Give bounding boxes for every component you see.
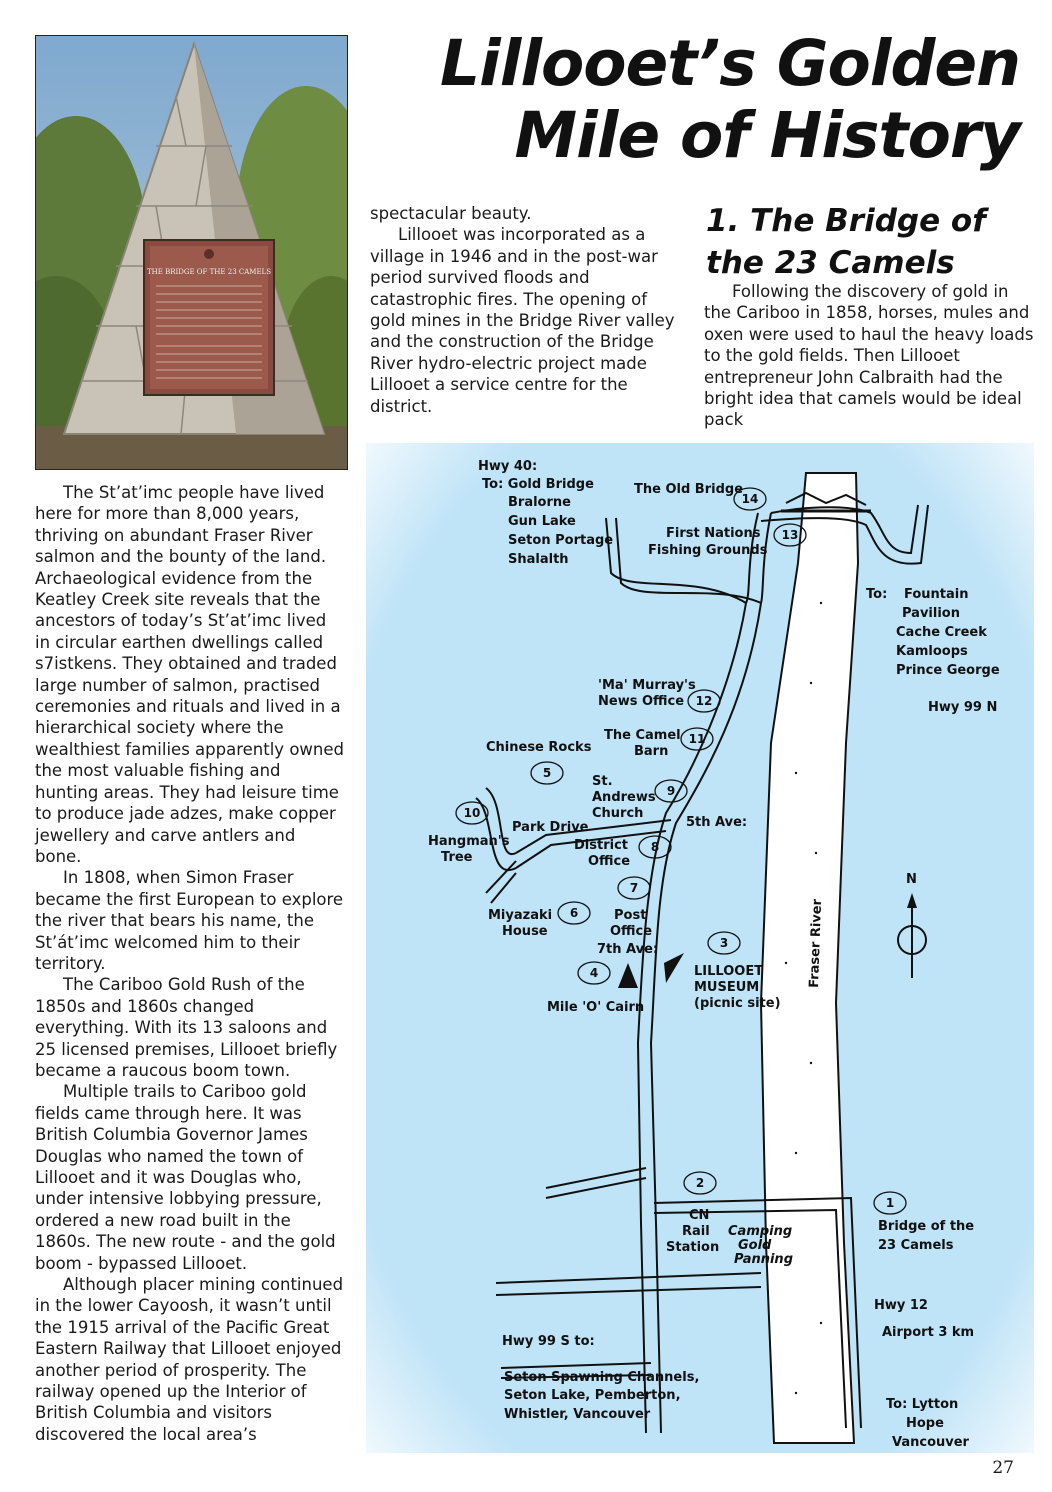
site-14: 14 — [741, 492, 759, 506]
hwy40-label: Hwy 40: — [478, 459, 538, 474]
cairn-illustration — [36, 36, 347, 469]
left-paragraph-3: The Cariboo Gold Rush of the 1850s and 1860s changed everything. With its 13 saloons and 25 licensed premises, Lillooet briefly became a raucous boom town. — [35, 975, 338, 1080]
site-4: 4 — [589, 966, 599, 980]
section-heading-line-1: 1. The Bridge of — [706, 203, 986, 239]
bridge-23-label-2: 23 Camels — [878, 1238, 954, 1253]
first-nations-label-2: Fishing Grounds — [648, 543, 768, 558]
cn-rail-label-3: Station — [666, 1240, 720, 1255]
south-dest-1: Seton Spawning Channels, — [504, 1370, 700, 1385]
camel-barn-label-1: The Camel — [604, 728, 681, 743]
north-dest-1: Fountain — [904, 587, 969, 602]
site-3: 3 — [719, 936, 729, 950]
south-dest-2: Seton Lake, Pemberton, — [504, 1388, 681, 1403]
section-heading — [706, 200, 1036, 284]
camping-label-1: Camping — [728, 1224, 793, 1239]
hwy40-dest-1: To: Gold Bridge — [482, 477, 594, 492]
camping-label-3: Panning — [734, 1252, 793, 1267]
map-svg — [366, 443, 1034, 1453]
south-dest-3: Whistler, Vancouver — [504, 1407, 651, 1422]
hwy40-dest-4: Seton Portage — [508, 533, 614, 548]
miyazaki-label-2: House — [502, 924, 548, 939]
lytton-label-1: To: Lytton — [886, 1397, 959, 1412]
ma-murray-label-2: News Office — [598, 694, 685, 709]
cairn-photo — [35, 35, 348, 470]
title-line-2: Mile of History — [514, 99, 1020, 172]
airport-label: Airport 3 km — [882, 1325, 975, 1340]
north-dest-4: Kamloops — [896, 644, 968, 659]
left-paragraph-5: Although placer mining continued in the lower Cayoosh, it wasn’t until the 1915 arrival of the Pacific Great Eastern Railway that Lillooet enjoyed another period of prosperity. The railway opened up the Interior of British Columbia and visitors discovered the local area’s — [35, 1275, 344, 1444]
chinese-rocks-label: Chinese Rocks — [486, 740, 592, 755]
left-paragraph-2: In 1808, when Simon Fraser became the first European to explore the river that bears his name, the St’át’imc welcomed him to their territory. — [35, 868, 344, 973]
left-column — [35, 482, 345, 1445]
lytton-label-2: Hope — [906, 1416, 944, 1431]
mid-paragraph-2: Lillooet was incorporated as a village in 1946 and in the post-war period survived floods and catastrophic fires. The opening of gold mines in the Bridge River valley and the construction of the Bridge River hydro-electric project made Lillooet a service centre for the district. — [370, 225, 675, 416]
site-13: 13 — [781, 528, 799, 542]
museum-label-2: MUSEUM — [694, 980, 760, 995]
site-5: 5 — [542, 766, 552, 780]
park-drive-label: Park Drive — [512, 820, 589, 835]
cairn-label: Mile 'O' Cairn — [547, 1000, 645, 1015]
hangmans-tree-label-1: Hangman's — [428, 834, 510, 849]
fifth-ave-label: 5th Ave: — [686, 815, 748, 830]
page-title — [380, 28, 1020, 172]
museum-label-1: LILLOOET — [694, 964, 764, 979]
st-andrews-label-2: Andrews — [592, 790, 656, 805]
north-dest-3: Cache Creek — [896, 625, 987, 640]
site-12: 12 — [695, 694, 713, 708]
first-nations-label-1: First Nations — [666, 526, 761, 541]
site-9: 9 — [666, 784, 676, 798]
hwy99n-label: Hwy 99 N — [928, 700, 998, 715]
hwy40-dest-2: Bralorne — [508, 495, 571, 510]
north-label: N — [906, 872, 917, 887]
north-dest-to: To: — [866, 587, 888, 602]
district-office-label-2: Office — [588, 854, 631, 869]
section-heading-line-2: the 23 Camels — [706, 245, 955, 281]
hwy12-label: Hwy 12 — [874, 1298, 928, 1313]
ma-murray-label-1: 'Ma' Murray's — [598, 678, 696, 693]
middle-column — [370, 203, 680, 417]
camel-barn-label-2: Barn — [634, 744, 669, 759]
cn-rail-label-2: Rail — [682, 1224, 710, 1239]
st-andrews-label-3: Church — [592, 806, 644, 821]
left-paragraph-1: The St’at’imc people have lived here for more than 8,000 years, thriving on abundant Fraser River salmon and the bounty of the land. Archaeological evidence from the Keatley Creek site reveals that the ancestors of today’s St’at’imc lived in circular earthen dwellings called s7istkens. They obtained and traded large number of salmon, practised ceremonies and rituals and lived in a hierarchical society where the wealthiest families apparently owned the most valuable fishing and hunting areas. They had leisure time to produce jade adzes, make copper jewellery and carve antlers and bone. — [35, 483, 344, 866]
site-7: 7 — [629, 881, 639, 895]
north-dest-5: Prince George — [896, 663, 1000, 678]
right-column — [704, 281, 1034, 431]
camping-label-2: Gold — [738, 1238, 772, 1253]
hwy40-dest-3: Gun Lake — [508, 514, 576, 529]
post-office-label-1: Post — [614, 908, 647, 923]
old-bridge-label: The Old Bridge — [634, 482, 744, 497]
post-office-label-2: Office — [610, 924, 653, 939]
district-office-label-1: District — [574, 838, 628, 853]
hwy40-dest-5: Shalalth — [508, 552, 569, 567]
fraser-river-label: Fraser River — [807, 898, 826, 989]
lytton-label-3: Vancouver — [892, 1435, 969, 1450]
museum-label-3: (picnic site) — [694, 996, 781, 1011]
site-10: 10 — [463, 806, 481, 820]
plaque-title: THE BRIDGE OF THE 23 CAMELS — [146, 268, 272, 276]
mid-paragraph-1: spectacular beauty. — [370, 204, 532, 223]
page-number: 27 — [992, 1458, 1014, 1478]
golden-mile-map — [366, 443, 1034, 1453]
cn-rail-label-1: CN — [689, 1208, 710, 1223]
hwy99s-label: Hwy 99 S to: — [502, 1334, 595, 1349]
site-2: 2 — [695, 1176, 705, 1190]
bridge-23-label-1: Bridge of the — [878, 1219, 975, 1234]
section-body: Following the discovery of gold in the Cariboo in 1858, horses, mules and oxen were used to haul the heavy loads to the gold fields. Then Lillooet entrepreneur John Calbraith had the bright idea that camels would be ideal pack — [704, 282, 1034, 430]
hangmans-tree-label-2: Tree — [441, 850, 473, 865]
title-line-1: Lillooet’s Golden — [440, 27, 1020, 100]
site-8: 8 — [650, 840, 660, 854]
site-1: 1 — [885, 1196, 895, 1210]
miyazaki-label-1: Miyazaki — [488, 908, 553, 923]
site-6: 6 — [569, 906, 579, 920]
seventh-ave-label: 7th Ave: — [597, 942, 659, 957]
left-paragraph-4: Multiple trails to Cariboo gold fields came through here. It was British Columbia Governor James Douglas who named the town of Lillooet and it was Douglas who, under intensive lobbying pressure, ordered a new road built in the 1860s. The new route - and the gold boom - bypassed Lillooet. — [35, 1082, 336, 1273]
st-andrews-label-1: St. — [592, 774, 613, 789]
site-11: 11 — [688, 732, 706, 746]
north-dest-2: Pavilion — [902, 606, 960, 621]
